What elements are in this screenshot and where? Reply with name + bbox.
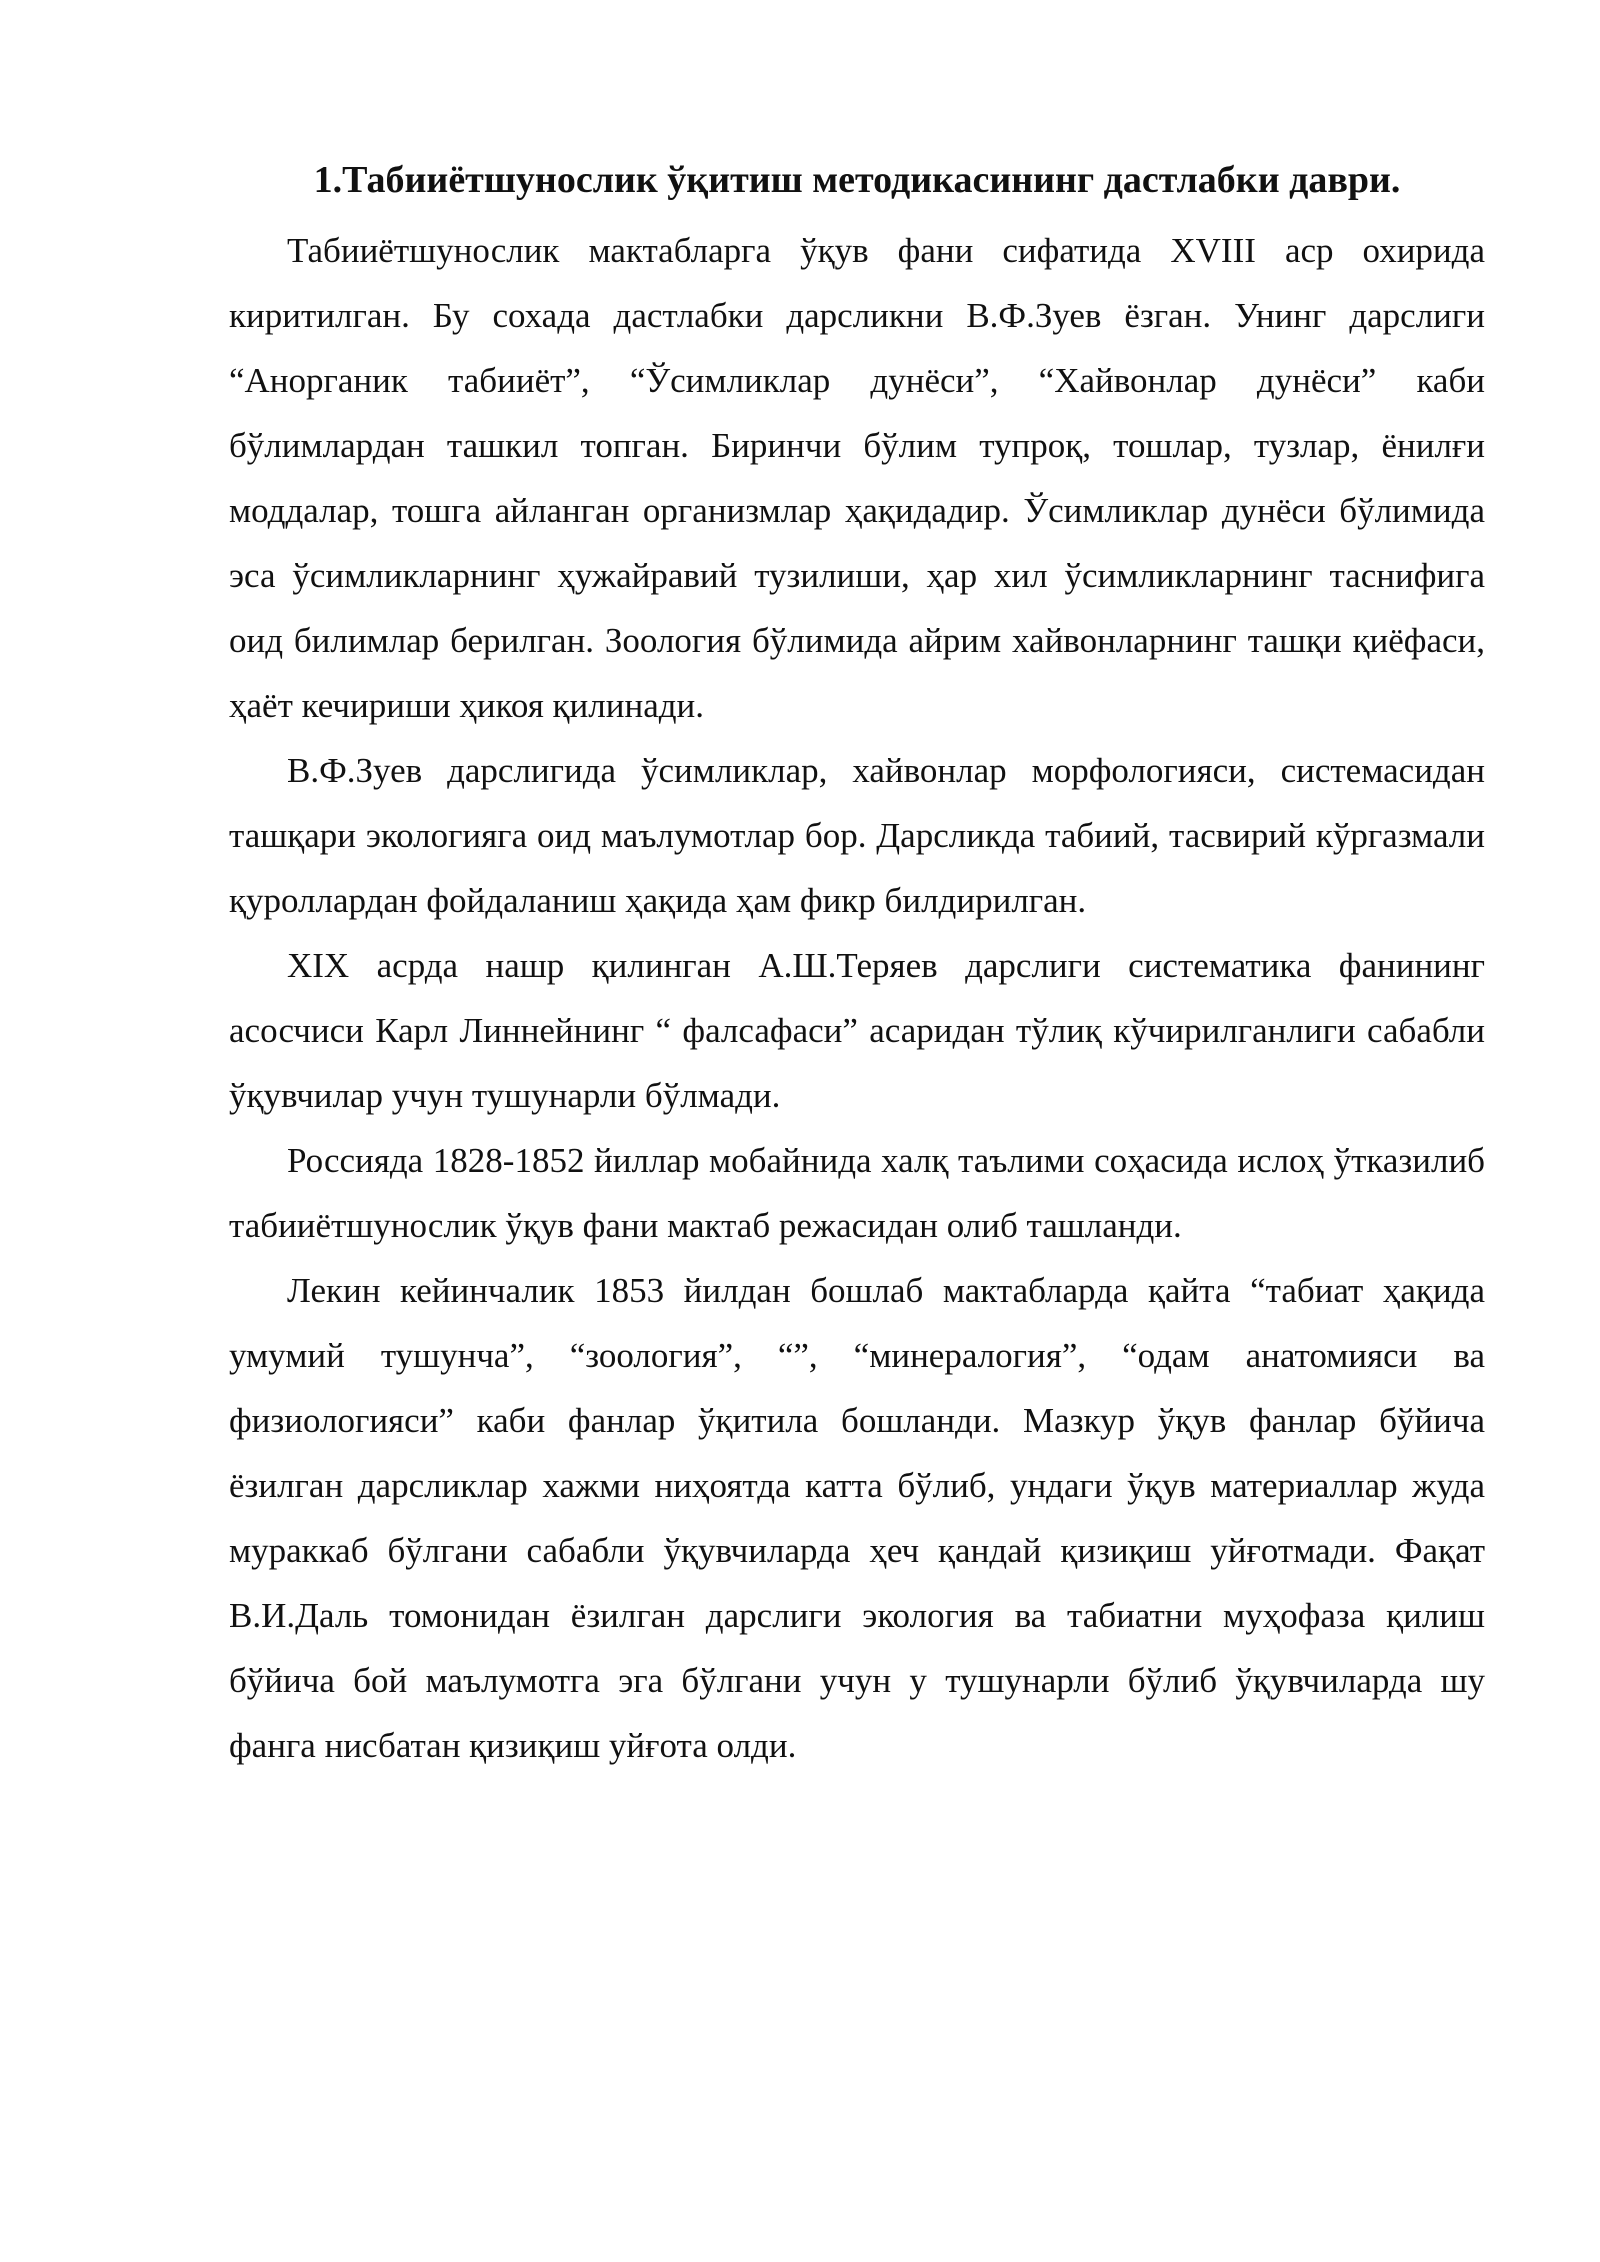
paragraph-russia-reform: Россияда 1828-1852 йиллар мобайнида халқ таълими соҳасида ислоҳ ўтказилиб табииётшунослик ўқув фани мактаб режасидан олиб ташланди. [229,1141,1485,1245]
paragraph-zuev-ecology: В.Ф.Зуев дарслигида ўсимликлар, хайвонлар морфологияси, системасидан ташқари экологияга оид маълумотлар бор. Дарсликда табиий, тасвирий кўргазмали қуроллардан фойдаланиш ҳақида ҳам фикр билдирилган. [229,751,1485,920]
paragraph-1853-curriculum: Лекин кейинчалик 1853 йилдан бошлаб мактабларда қайта “табиат ҳақида умумий тушунча”, “зоология”, “”, “минералогия”, “одам анатомияси ва физиологияси” каби фанлар ўқитила бошланди. Мазкур ўқув фанлар бўйича ёзилган дарсликлар хажми ниҳоятда катта бўлиб, ундаги ўқув материаллар жуда мураккаб бўлгани сабабли ўқувчиларда ҳеч қандай қизиқиш уйғотмади. Фақат В.И.Даль томонидан ёзилган дарслиги экология ва табиатни муҳофаза қилиш бўйича бой маълумотга эга бўлгани учун у тушунарли бўлиб ўқувчиларда шу фанга нисбатан қизиқиш уйғота олди. [229,1271,1485,1765]
paragraph-teryaev-textbook: XIX асрда нашр қилинган А.Ш.Теряев дарслиги систематика фанининг асосчиси Карл Линнейнинг “ фалсафаси” асаридан тўлиқ кўчирилганлиги сабабли ўқувчилар учун тушунарли бўлмади. [229,946,1485,1115]
document-body [229,148,1485,1778]
document-title: 1.Табииётшунослик ўқитиш методикасининг дастлабки даври. [313,159,1401,201]
paragraph-zuev-textbook: Табииётшунослик мактабларга ўқув фани сифатида XVIII аср охирида киритилган. Бу сохада дастлабки дарсликни В.Ф.Зуев ёзган. Унинг дарслиги “Анорганик табииёт”, “Ўсимликлар дунёси”, “Хайвонлар дунёси” каби бўлимлардан ташкил топган. Биринчи бўлим тупроқ, тошлар, тузлар, ёнилғи моддалар, тошга айланган организмлар ҳақидадир. Ўсимликлар дунёси бўлимида эса ўсимликларнинг ҳужайравий тузилиши, ҳар хил ўсимликларнинг таснифига оид билимлар берилган. Зоология бўлимида айрим хайвонларнинг ташқи қиёфаси, ҳаёт кечириши ҳикоя қилинади. [229,231,1485,725]
